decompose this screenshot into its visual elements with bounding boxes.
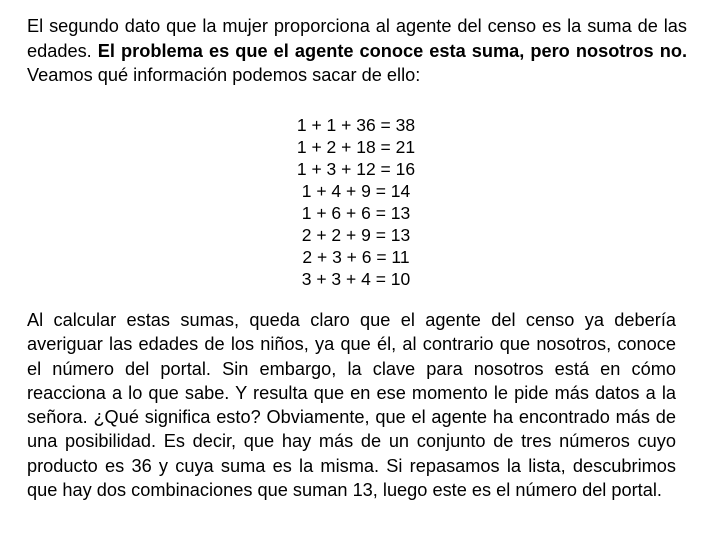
sum-line: 1 + 3 + 12 = 16: [296, 159, 416, 179]
intro-bold-statement: El problema es que el agente conoce esta suma, pero nosotros no.: [97, 40, 687, 61]
sums-list: [0, 114, 712, 290]
sum-line: 2 + 3 + 6 = 11: [302, 247, 410, 267]
sum-line: 3 + 3 + 4 = 10: [301, 269, 411, 289]
conclusion-paragraph: Al calcular estas sumas, queda claro que el agente del censo ya debería averiguar las edades de los niños, ya que él, al contrario que nosotros, conoce el número del portal. Sin embargo, la clave para nosotros está en cómo reacciona a lo que sabe. Y resulta que en ese momento le pide más datos a la señora. ¿Qué significa esto? Obviamente, que el agente ha encontrado más de una posibilidad. Es decir, que hay más de un conjunto de tres números cuyo producto es 36 y cuya suma es la misma. Si repasamos la lista, descubrimos que hay dos combinaciones que suman 13, luego este es el número del portal.: [27, 310, 676, 501]
sum-line: 1 + 1 + 36 = 38: [296, 115, 416, 135]
sum-line: 1 + 6 + 6 = 13: [301, 203, 411, 223]
intro-text-start: El segundo dato que la mujer proporciona al agente del censo es la suma de las edades.: [27, 16, 687, 61]
intro-text-end: Veamos qué información podemos sacar de ello:: [27, 65, 421, 85]
sum-line: 2 + 2 + 9 = 13: [301, 225, 411, 245]
sum-line: 1 + 4 + 9 = 14: [301, 181, 411, 201]
sum-line: 1 + 2 + 18 = 21: [296, 137, 416, 157]
intro-paragraph: [27, 14, 687, 88]
